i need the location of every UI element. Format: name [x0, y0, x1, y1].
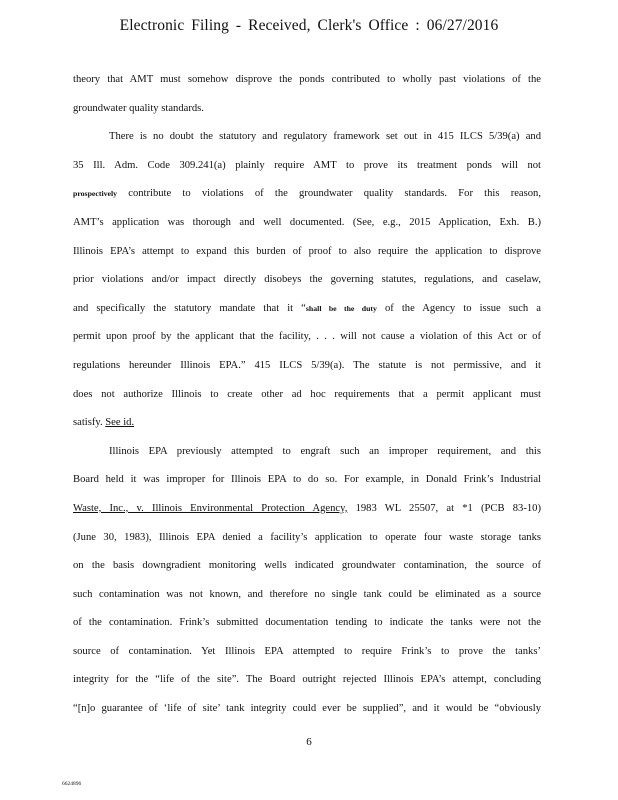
- text-line: [73, 128, 541, 157]
- page-number: 6: [306, 736, 312, 748]
- text-segment: AMT’s application was thorough and well documented. (See, e.g., 2015 Application, Exh. B.): [73, 216, 541, 228]
- text-segment: source of contamination. Yet Illinois EPA attempted to require Frink’s to prove the tanks’: [73, 645, 541, 657]
- text-segment: Board held it was improper for Illinois EPA to do so. For example, in Donald Frink’s Industrial: [73, 474, 541, 486]
- text-line: [73, 443, 541, 472]
- text-segment: 35 Ill. Adm. Code 309.241(a) plainly require AMT to prove its treatment ponds will not: [73, 159, 541, 171]
- text-segment: Illinois EPA previously attempted to engraft such an improper requirement, and this: [109, 445, 541, 457]
- text-segment: on the basis downgradient monitoring wells indicated groundwater contamination, the source of: [73, 560, 541, 572]
- underlined-text: See id.: [105, 417, 135, 429]
- text-segment: regulations hereunder Illinois EPA.” 415 ILCS 5/39(a). The statute is not permissive, and it: [73, 359, 541, 371]
- text-line: [73, 386, 541, 415]
- text-segment: 1983 WL 25507, at *1 (PCB 83-10): [347, 502, 541, 514]
- text-segment: “[n]o guarantee of ‘life of site’ tank integrity could ever be supplied”, and it would be “obviously: [73, 703, 541, 715]
- text-line: [73, 529, 541, 558]
- text-line: [73, 614, 541, 643]
- text-segment: groundwater quality standards.: [73, 102, 204, 114]
- text-segment: and specifically the statutory mandate that it “: [73, 302, 306, 314]
- text-line: [73, 357, 541, 386]
- text-line: [73, 557, 541, 586]
- text-line: [73, 271, 541, 300]
- text-segment: does not authorize Illinois to create other ad hoc requirements that a permit applicant must: [73, 388, 541, 400]
- text-line: [73, 71, 541, 100]
- text-line: [73, 586, 541, 615]
- text-segment: of the contamination. Frink’s submitted documentation tending to indicate the tanks were not the: [73, 617, 541, 629]
- text-line: [73, 100, 541, 129]
- text-segment: permit upon proof by the applicant that the facility, . . . will not cause a violation of this Act or of: [73, 331, 541, 343]
- filing-header: Electronic Filing - Received, Clerk's Office : 06/27/2016: [119, 17, 499, 34]
- text-line: [73, 157, 541, 186]
- text-line: [73, 414, 541, 443]
- text-line: [73, 300, 541, 329]
- text-line: [73, 185, 541, 214]
- text-line: [73, 671, 541, 700]
- text-line: [73, 328, 541, 357]
- text-segment: such contamination was not known, and therefore no single tank could be eliminated as a source: [73, 588, 541, 600]
- text-segment: prior violations and/or impact directly disobeys the governing statutes, regulations, and caselaw,: [73, 274, 541, 286]
- text-segment: There is no doubt the statutory and regulatory framework set out in 415 ILCS 5/39(a) and: [109, 131, 541, 143]
- text-line: [73, 214, 541, 243]
- underlined-text: Waste, Inc., v. Illinois Environmental Protection Agency,: [73, 502, 348, 514]
- text-segment: of the Agency to issue such a: [376, 302, 541, 314]
- text-line: [73, 500, 541, 529]
- text-line: [73, 471, 541, 500]
- text-line: [73, 243, 541, 272]
- text-segment: satisfy.: [73, 417, 106, 429]
- body-text: [73, 71, 541, 729]
- text-line: [73, 700, 541, 729]
- text-segment: theory that AMT must somehow disprove the ponds contributed to wholly past violations of the: [73, 74, 541, 85]
- text-segment: (June 30, 1983), Illinois EPA denied a facility’s application to operate four waste storage tanks: [73, 531, 541, 543]
- text-segment: Illinois EPA’s attempt to expand this burden of proof to also require the application to disprove: [73, 245, 541, 257]
- text-line: [73, 643, 541, 672]
- text-segment: integrity for the “life of the site”. The Board outright rejected Illinois EPA’s attempt, concluding: [73, 674, 541, 686]
- text-segment: contribute to violations of the groundwater quality standards. For this reason,: [117, 188, 541, 200]
- emphasized-text: prospectively: [73, 189, 118, 199]
- emphasized-text: shall be the duty: [305, 303, 377, 313]
- document-id: 6624896: [62, 781, 82, 787]
